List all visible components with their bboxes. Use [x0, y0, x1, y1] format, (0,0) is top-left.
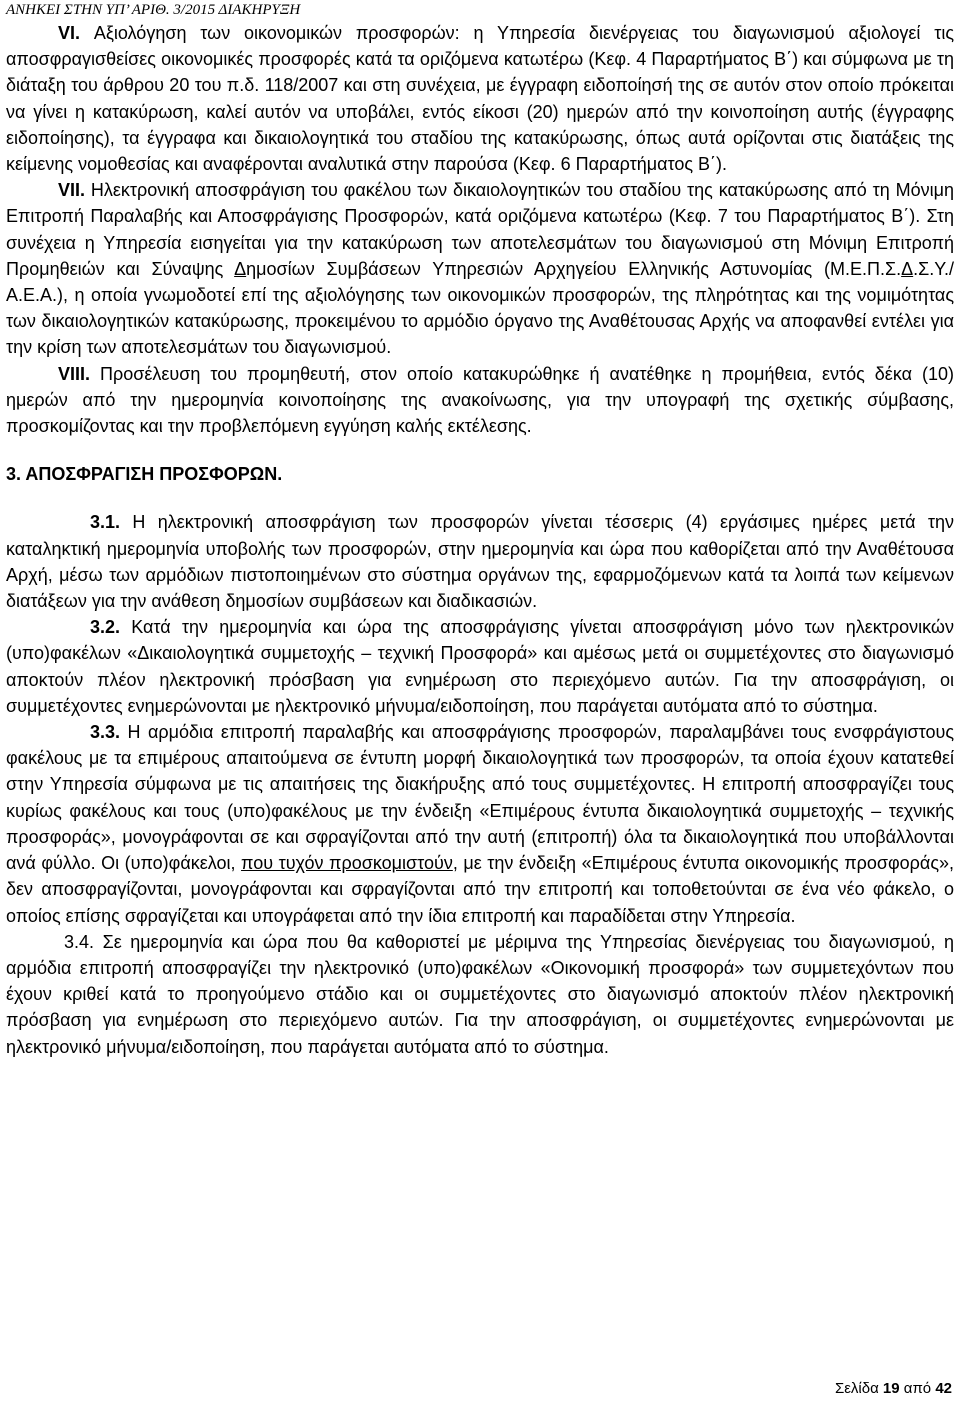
document-body	[6, 20, 954, 1060]
paragraph-3-1-number: 3.1.	[90, 512, 121, 533]
paragraph-3-3-text: Η αρμόδια επιτροπή παραλαβής και αποσφράγισης προσφορών, παραλαμβάνει τους ενσφράγιστους φακέλους με τα επιμέρους απαιτούμενα σε έντυπη μορφή δικαιολογητικά των προσφορών, τα οποία έχουν κατατεθεί στην Υπηρεσία σύμφωνα με τις απαιτήσεις της διακήρυξης από τους συμμετέχοντες. Η επιτροπή αποσφραγίζει τους κυρίως φακέλους και τους (υπο)φακέλους με την ένδειξη «Επιμέρους έντυπα δικαιολογητικά συμμετοχής – τεχνικής προσφοράς», μονογράφονται σε και σφραγίζονται από την αυτή (επιτροπή) όλα τα δικαιολογητικά που υποβάλλονται ανά φύλλο. Οι (υπο)φάκελοι,	[6, 722, 954, 874]
paragraph-3-3-underlined: που τυχόν προσκομιστούν	[241, 853, 453, 874]
paragraph-vii-text-2: ημοσίων Συμβάσεων Υπηρεσιών Αρχηγείου Ελληνικής Αστυνομίας (Μ.Ε.Π.Σ.	[246, 258, 902, 279]
paragraph-vi-number: VI.	[58, 23, 81, 43]
paragraph-vii-underlined-2: Δ	[901, 258, 914, 279]
paragraph-viii-text: Προσέλευση του προμηθευτή, στον οποίο κατακυρώθηκε ή ανατέθηκε η προμήθεια, εντός δέκα (10) ημερών από την ημερομηνία κοινοποίησης της ανακοίνωσης, για την υπογραφή της σχετικής σύμβασης, προσκομίζοντας και την προβλεπόμενη εγγύηση καλής εκτέλεσης.	[6, 363, 954, 437]
paragraph-viii-number: VIII.	[58, 363, 91, 384]
footer-middle: από	[899, 1380, 936, 1397]
paragraph-vii-text-3: .Σ.Υ./Α.Ε.Α.), η οποία γνωμοδοτεί επί της αξιολόγησης των οικονομικών προσφορών, της πληρότητας και της νομιμότητας των δικαιολογητικών κατακύρωσης, προκειμένου το αρμόδιο όργανο της Αναθέτουσας Αρχής να αποφανθεί εντέλει για την κρίση των αποτελεσμάτων του διαγωνισμού.	[6, 258, 954, 358]
paragraph-3-4-number: 3.4.	[64, 931, 95, 952]
paragraph-3-1-text: Η ηλεκτρονική αποσφράγιση των προσφορών γίνεται τέσσερις (4) εργάσιμες ημέρες μετά την καταληκτική ημερομηνία υποβολής των προσφορών, στην ημερομηνία και ώρα που καθορίζεται από την Αναθέτουσα Αρχή, μέσω των αρμόδιων πιστοποιημένων στο σύστημα οργάνων της, εφαρμοζόμενων κατά τα λοιπά των κείμενων διατάξεων για την ανάθεση δημοσίων συμβάσεων και διαδικασιών.	[6, 512, 954, 612]
paragraph-vii	[6, 177, 954, 360]
section-heading: 3. ΑΠΟΣΦΡΑΓΙΣΗ ΠΡΟΣΦΟΡΩΝ.	[6, 464, 283, 485]
footer-page-number: 19	[882, 1380, 900, 1397]
paragraph-3-2-text: Κατά την ημερομηνία και ώρα της αποσφράγισης γίνεται αποσφράγιση μόνο των ηλεκτρονικών (υπο)φακέλων «Δικαιολογητικά συμμετοχής – τεχνική Προσφορά» και αμέσως μετά οι συμμετέχοντες στο διαγωνισμό αποκτούν πλέον ηλεκτρονική πρόσβαση για ενημέρωση στο περιεχόμενο αυτών. Για την αποσφράγιση, οι συμμετέχοντες ενημερώνονται με ηλεκτρονικό μήνυμα/ειδοποίηση, που παράγεται αυτόματα από το σύστημα.	[6, 617, 954, 716]
paragraph-3-2-number: 3.2.	[90, 617, 121, 638]
paragraph-3-3	[6, 719, 954, 929]
paragraph-3-4	[6, 929, 954, 1060]
paragraph-3-3-number: 3.3.	[90, 722, 121, 743]
paragraph-vii-text: Ηλεκτρονική αποσφράγιση του φακέλου των δικαιολογητικών του σταδίου της κατακύρωσης από τη Μόνιμη Επιτροπή Παραλαβής και Αποσφράγισης Προσφορών, κατά οριζόμενα κατωτέρω (Κεφ. 7 του Παραρτήματος Β΄). Στη συνέχεια η Υπηρεσία εισηγείται για την κατακύρωση των αποτελεσμάτων του διαγωνισμού στη Μόνιμη Επιτροπή Προμηθειών και Σύναψης	[6, 180, 954, 279]
paragraph-vi	[6, 20, 954, 177]
footer-prefix: Σελίδα	[834, 1380, 883, 1397]
document-header: ΑΝΗΚΕΙ ΣΤΗΝ ΥΠ’ ΑΡΙΘ. 3/2015 ΔΙΑΚΗΡΥΞΗ	[6, 2, 301, 18]
paragraph-3-4-text: Σε ημερομηνία και ώρα που θα καθοριστεί με μέριμνα της Υπηρεσίας διενέργειας του διαγωνισμού, η αρμόδια επιτροπή αποσφραγίζει την ηλεκτρονικό (υπο)φακέλων «Οικονομική προσφορά» των συμμετεχόντων που έχουν κριθεί κατά το προηγούμενο στάδιο και οι συμμετέχοντες στο διαγωνισμό αποκτούν πλέον ηλεκτρονική πρόσβαση για ενημέρωση στο περιεχόμενο αυτών. Για την αποσφράγιση, οι συμμετέχοντες ενημερώνονται με ηλεκτρονικό μήνυμα/ειδοποίηση, που παράγεται αυτόματα από το σύστημα.	[6, 931, 954, 1057]
paragraph-viii	[6, 361, 954, 440]
paragraph-3-1	[6, 509, 954, 614]
paragraph-3-2	[6, 614, 954, 719]
paragraph-vii-underlined: Δ	[234, 258, 247, 279]
page-footer	[835, 1380, 952, 1397]
paragraph-vii-number: VII.	[58, 180, 86, 201]
paragraph-3-3-text-2: , με την ένδειξη «Επιμέρους έντυπα οικονομικής προσφοράς», δεν αποσφραγίζονται, μονογράφονται και σφραγίζονται από την επιτροπή και τοποθετούνται σε ένα νέο φάκελο, ο οποίος επίσης σφραγίζεται και υπογράφεται από την ίδια επιτροπή και παραδίδεται στην Υπηρεσία.	[6, 853, 954, 926]
footer-total-pages: 42	[935, 1380, 952, 1397]
paragraph-vi-text: Αξιολόγηση των οικονομικών προσφορών: η Υπηρεσία διενέργειας του διαγωνισμού αξιολογεί τις αποσφραγισθείσες οικονομικές προσφορές κατά τα οριζόμενα κατωτέρω (Κεφ. 4 Παραρτήματος Β΄) και σύμφωνα με τη διάταξη του άρθρου 20 του π.δ. 118/2007 και στη συνέχεια, με έγγραφη ειδοποίησή της σε αυτόν στον οποίο πρόκειται να γίνει η κατακύρωση, καλεί αυτόν να υποβάλει, εντός είκοσι (20) ημερών από την κοινοποίηση αυτής (έγγραφης ειδοποίησης), τα έγγραφα και δικαιολογητικά του σταδίου της κατακύρωσης, όπως αυτά ορίζονται στις διατάξεις της κείμενης νομοθεσίας και αναφέρονται αναλυτικά στην παρούσα (Κεφ. 6 Παραρτήματος Β΄).	[6, 23, 954, 175]
